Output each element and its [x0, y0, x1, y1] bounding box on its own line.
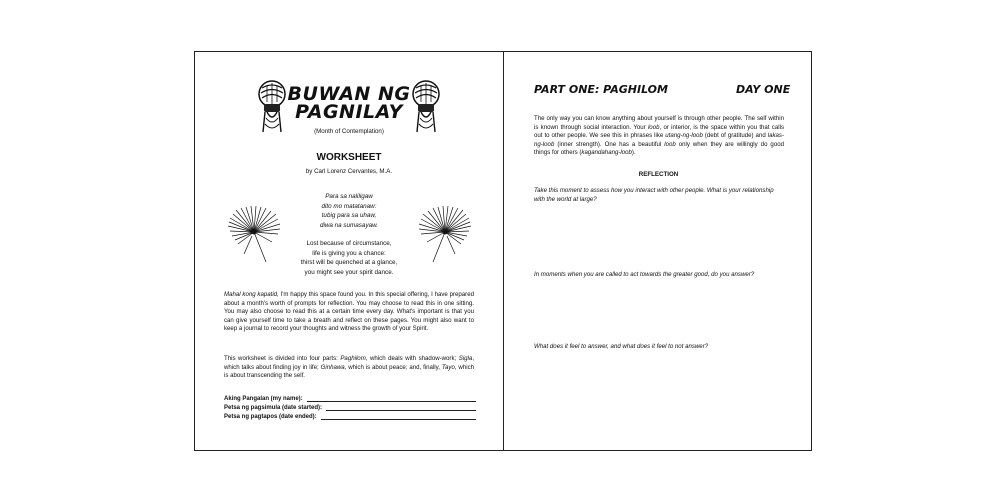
poem-line: dito mo matatanaw:	[321, 202, 377, 210]
left-page	[194, 51, 504, 451]
parts-text: , which is about transcending the self.	[224, 363, 475, 380]
term: lakas-ng-loob	[534, 132, 784, 148]
term: kagandahang-loob	[581, 149, 632, 157]
term: loob	[647, 123, 660, 131]
reflection-prompt-2: In moments when you are called to act towards the greater good, do you answer?	[534, 271, 755, 278]
greeting: Mahal kong kapatid,	[224, 291, 279, 298]
right-page	[503, 51, 812, 451]
part-name: Ginhawa	[320, 363, 345, 371]
byline: by Carl Lorenz Cervantes, M.A.	[305, 168, 393, 175]
field-line[interactable]	[307, 395, 476, 402]
reflection-prompt-3: What does it feel to answer, and what does it feel to not answer?	[534, 343, 709, 350]
term: loob	[664, 140, 676, 148]
para-text: , or interior, is the space within you that calls out to other people. We see this in phrases like	[534, 123, 784, 140]
subtitle: (Month of Contemplation)	[314, 128, 384, 135]
poem-english	[195, 239, 503, 277]
poem-tagalog	[195, 192, 503, 230]
poem-line: life is giving you a chance:	[312, 249, 386, 257]
parts-text: , which is about peace; and, finally,	[344, 363, 442, 371]
part-label: PART ONE: PAGHILOM	[534, 83, 668, 96]
part-name: Sigla	[458, 355, 473, 362]
intro-text: I'm happy this space found you. In this special offering, I have prepared about a month's worth of prompts for reflection. You may choose to read this in one sitting. You may also choose to read this at a certain time every day. What's important is that you can give yourself time to take a breath and reflect on these pages. You might also want to keep a journal to record your thoughts and witness the growth of your Spirit.	[224, 291, 474, 333]
parts-paragraph	[224, 355, 474, 381]
date-ended-field[interactable]	[224, 413, 476, 420]
term: utang-ng-loob	[665, 132, 703, 140]
page-title	[195, 85, 503, 121]
field-label: Aking Pangalan (my name):	[224, 396, 303, 402]
para-text: The only way you can know anything about yourself is through other people. The self within is known through social interaction. Your	[534, 115, 784, 131]
field-line[interactable]	[326, 404, 476, 411]
poem-line: thirst will be quenched at a glance,	[300, 259, 398, 266]
date-started-field[interactable]	[224, 404, 476, 411]
para-text: (debt of gratitude) and	[702, 132, 768, 140]
poem-line: Lost because of circumstance,	[306, 240, 392, 247]
name-field[interactable]	[224, 395, 476, 402]
para-text: (inner strength). One has a beautiful	[554, 140, 665, 148]
worksheet-heading: WORKSHEET	[316, 152, 382, 163]
part-name: Paghilom	[340, 355, 366, 362]
para-text: ).	[631, 149, 636, 157]
title-line-2: PAGNILAY	[295, 101, 403, 123]
poem-line: Para sa naliligaw	[325, 193, 373, 200]
parts-text: This worksheet is divided into four parts:	[224, 355, 341, 362]
title-line-1: BUWAN NG	[287, 83, 411, 105]
parts-text: , which talks about finding joy in life;	[224, 355, 475, 371]
intro-paragraph	[534, 115, 784, 158]
poem-line: you might see your spirit dance.	[304, 268, 394, 276]
field-line[interactable]	[321, 413, 476, 420]
poem-line: diwa na sumasayaw.	[319, 221, 379, 229]
day-label: DAY ONE	[736, 83, 791, 96]
field-label: Petsa ng pagtapos (date ended):	[224, 414, 317, 420]
field-label: Petsa ng pagsimula (date started):	[224, 405, 323, 411]
reflection-heading: REFLECTION	[638, 171, 679, 178]
intro-paragraph	[224, 291, 474, 334]
part-name: Tayo	[441, 363, 455, 371]
poem-line: tubig para sa uhaw,	[321, 212, 377, 219]
para-text: only when they are willingly do good things for others (	[534, 140, 784, 157]
reflection-prompt-1: Take this moment to assess how you interact with other people. What is your relationship with the world at large?	[534, 187, 774, 203]
parts-text: , which deals with shadow-work;	[365, 355, 459, 362]
